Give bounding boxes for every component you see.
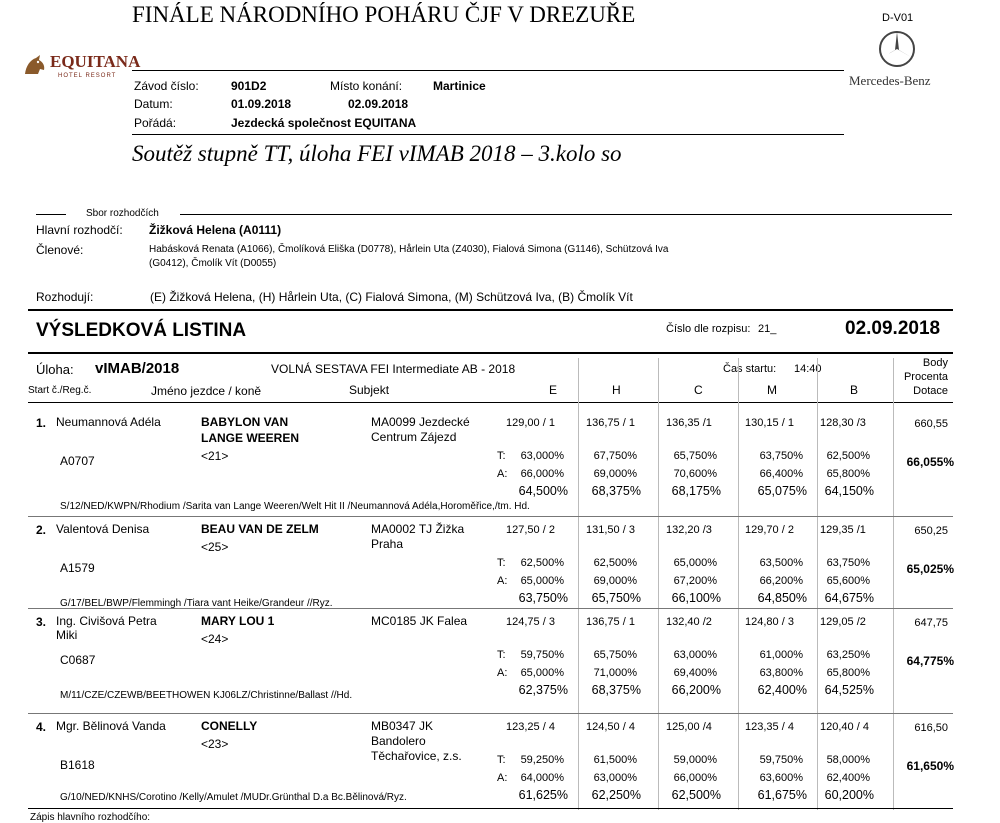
- datum-label: Datum:: [134, 97, 173, 111]
- subject: MB0347 JK: [371, 719, 434, 733]
- rider-name: Valentová Denisa: [56, 522, 150, 536]
- logo-text: EQUITANA: [50, 52, 141, 71]
- judge-total-pct: 65,750%: [591, 591, 641, 605]
- total-points: 616,50: [914, 722, 948, 734]
- results-title: VÝSLEDKOVÁ LISTINA: [36, 320, 247, 341]
- total-percentage: 64,775%: [906, 654, 954, 668]
- registration-number: A1579: [60, 561, 95, 575]
- start-number: <24>: [201, 632, 229, 646]
- judge-total-pct: 66,100%: [671, 591, 721, 605]
- horse-head-icon: [22, 54, 48, 78]
- judge-a-pct: 62,400%: [826, 772, 870, 784]
- judge-t-pct: 63,750%: [826, 557, 870, 569]
- test-name: VOLNÁ SESTAVA FEI Intermediate AB - 2018: [271, 362, 516, 376]
- mercedes-logo: [870, 29, 918, 67]
- members-label: Členové:: [36, 243, 84, 257]
- zavod-label: Závod číslo:: [134, 79, 199, 93]
- registration-number: A0707: [60, 454, 95, 468]
- judge-t-pct: 63,000%: [673, 649, 717, 661]
- judge-total-pct: 65,075%: [757, 484, 807, 498]
- judge-score: 123,35 / 4: [745, 721, 794, 733]
- judge-t-pct: 59,750%: [520, 649, 564, 661]
- start-number: <23>: [201, 737, 229, 751]
- judge-total-pct: 61,675%: [757, 788, 807, 802]
- judge-a-pct: 69,000%: [593, 468, 637, 480]
- rider-name: Mgr. Bělinová Vanda: [56, 719, 166, 733]
- judge-score: 136,35 /1: [666, 417, 712, 429]
- signature-label: Zápis hlavního rozhodčího:: [30, 812, 151, 823]
- col-start-reg: Start č./Reg.č.: [28, 385, 92, 396]
- a-label: A:: [497, 575, 508, 587]
- horse-name: BABYLON VAN: [201, 415, 289, 429]
- judge-score: 128,30 /3: [820, 417, 866, 429]
- judge-score: 129,70 / 2: [745, 524, 794, 536]
- registration-number: B1618: [60, 758, 95, 772]
- rank: 3.: [36, 615, 47, 629]
- judge-a-pct: 63,000%: [593, 772, 637, 784]
- judge-score: 129,35 /1: [820, 524, 866, 536]
- jury-line-right: [180, 214, 952, 215]
- judge-t-pct: 61,500%: [593, 754, 637, 766]
- judge-total-pct: 68,375%: [591, 484, 641, 498]
- chief-judge-value: Žižková Helena (A0111): [149, 223, 282, 237]
- judge-total-pct: 64,675%: [824, 591, 874, 605]
- pedigree: G/10/NED/KNHS/Corotino /Kelly/Amulet /MUDr.Grünthal D.a Bc.Bělinová/Ryz.: [60, 792, 407, 803]
- a-label: A:: [497, 468, 508, 480]
- row-separator: [28, 713, 953, 714]
- judge-score: 132,40 /2: [666, 616, 712, 628]
- judge-score: 129,00 / 1: [506, 417, 555, 429]
- judge-total-pct: 63,750%: [518, 591, 568, 605]
- table-bottom: [28, 808, 953, 809]
- judge-score: 136,75 / 1: [586, 417, 635, 429]
- judge-total-pct: 62,375%: [518, 683, 568, 697]
- judge-score: 124,75 / 3: [506, 616, 555, 628]
- judge-t-pct: 63,250%: [826, 649, 870, 661]
- judge-t-pct: 63,000%: [520, 450, 564, 462]
- judge-t-pct: 65,000%: [673, 557, 717, 569]
- judge-score: 127,50 / 2: [506, 524, 555, 536]
- judging-label: Rozhodují:: [36, 290, 94, 304]
- judge-t-pct: 59,250%: [520, 754, 564, 766]
- results-header-bottom: [28, 402, 953, 403]
- judge-t-pct: 67,750%: [593, 450, 637, 462]
- judge-a-pct: 64,000%: [520, 772, 564, 784]
- judge-score: 132,20 /3: [666, 524, 712, 536]
- judge-a-pct: 65,000%: [520, 667, 564, 679]
- uloha-value: vIMAB/2018: [95, 360, 180, 377]
- judge-total-pct: 64,500%: [518, 484, 568, 498]
- misto-value: Martinice: [433, 79, 486, 93]
- results-divider: [28, 309, 953, 311]
- subject: MA0099 Jezdecké: [371, 415, 470, 429]
- judge-a-pct: 70,600%: [673, 468, 717, 480]
- header-divider-bottom: [132, 134, 844, 135]
- rank: 2.: [36, 523, 47, 537]
- judge-a-pct: 67,200%: [673, 575, 717, 587]
- horse-name: BEAU VAN DE ZELM: [201, 522, 319, 536]
- uloha-label: Úloha:: [36, 362, 74, 377]
- judge-score: 129,05 /2: [820, 616, 866, 628]
- judge-a-pct: 69,400%: [673, 667, 717, 679]
- judge-score: 120,40 / 4: [820, 721, 869, 733]
- judge-score: 131,50 / 3: [586, 524, 635, 536]
- judge-total-pct: 62,500%: [671, 788, 721, 802]
- misto-label: Místo konání:: [330, 79, 403, 93]
- logo-subtext: HOTEL RESORT: [58, 73, 117, 79]
- poradatel-label: Pořádá:: [134, 116, 177, 130]
- results-header-top: [28, 352, 953, 354]
- subject-line2: Praha: [371, 537, 404, 551]
- a-label: A:: [497, 772, 508, 784]
- judge-t-pct: 59,000%: [673, 754, 717, 766]
- judge-t-pct: 65,750%: [673, 450, 717, 462]
- judge-total-pct: 64,850%: [757, 591, 807, 605]
- col-judge-e: E: [549, 383, 558, 397]
- registration-number: C0687: [60, 653, 96, 667]
- zavod-value: 901D2: [231, 79, 267, 93]
- judge-a-pct: 65,800%: [826, 667, 870, 679]
- col-judge-m: M: [767, 383, 777, 397]
- judge-total-pct: 68,175%: [671, 484, 721, 498]
- chief-judge-label: Hlavní rozhodčí:: [36, 223, 123, 237]
- rozpis-value: 21_: [758, 323, 777, 335]
- judge-t-pct: 58,000%: [826, 754, 870, 766]
- datum-to: 02.09.2018: [348, 97, 409, 111]
- judge-t-pct: 61,000%: [759, 649, 803, 661]
- pedigree: G/17/BEL/BWP/Flemmingh /Tiara vant Heike/Grandeur //Ryz.: [60, 598, 333, 609]
- col-judge-h: H: [612, 383, 621, 397]
- total-points: 647,75: [914, 617, 948, 629]
- judge-score: 130,15 / 1: [745, 417, 794, 429]
- rider-name-line2: Miki: [56, 628, 78, 642]
- judge-score: 124,80 / 3: [745, 616, 794, 628]
- judge-score: 136,75 / 1: [586, 616, 635, 628]
- judge-t-pct: 59,750%: [759, 754, 803, 766]
- judge-total-pct: 62,400%: [757, 683, 807, 697]
- equitana-logo: [22, 52, 141, 86]
- t-label: T:: [497, 557, 506, 569]
- judge-score: 123,25 / 4: [506, 721, 555, 733]
- judge-a-pct: 66,400%: [759, 468, 803, 480]
- subject-line2: Bandolero: [371, 734, 426, 748]
- mercedes-star-icon: [877, 29, 917, 69]
- t-label: T:: [497, 450, 506, 462]
- judge-a-pct: 63,600%: [759, 772, 803, 784]
- judge-a-pct: 66,200%: [759, 575, 803, 587]
- rider-name: Neumannová Adéla: [56, 415, 161, 429]
- a-label: A:: [497, 667, 508, 679]
- col-sep-3: [738, 358, 739, 810]
- rank: 4.: [36, 720, 47, 734]
- rozpis-label: Číslo dle rozpisu:: [666, 323, 751, 335]
- col-dotace: Dotace: [913, 385, 948, 397]
- judging-value: (E) Žižková Helena, (H) Hårlein Uta, (C) Fialová Simona, (M) Schützová Iva, (B) Čmolík Vít: [150, 290, 633, 304]
- horse-name: CONELLY: [201, 719, 258, 733]
- pedigree: S/12/NED/KWPN/Rhodium /Sarita van Lange Weeren/Welt Hit II /Neumannová Adéla,Horoměřice,/tm. Hd.: [60, 501, 530, 512]
- header-divider-top: [132, 70, 844, 71]
- col-subject: Subjekt: [349, 383, 390, 397]
- judge-t-pct: 62,500%: [520, 557, 564, 569]
- col-body: Body: [922, 357, 948, 369]
- col-procenta: Procenta: [903, 371, 948, 383]
- total-percentage: 66,055%: [906, 455, 954, 469]
- doc-code: D-V01: [882, 12, 914, 24]
- jury-line-left: [36, 214, 66, 215]
- judge-a-pct: 63,800%: [759, 667, 803, 679]
- rank: 1.: [36, 416, 47, 430]
- judge-total-pct: 61,625%: [518, 788, 568, 802]
- judge-a-pct: 66,000%: [673, 772, 717, 784]
- total-points: 650,25: [914, 525, 948, 537]
- horse-name: MARY LOU 1: [201, 614, 275, 628]
- total-points: 660,55: [914, 418, 948, 430]
- col-judge-c: C: [694, 383, 703, 397]
- col-judge-b: B: [850, 383, 859, 397]
- members-line2: (G0412), Čmolík Vít (D0055): [149, 258, 277, 269]
- judge-total-pct: 60,200%: [824, 788, 874, 802]
- judge-t-pct: 62,500%: [826, 450, 870, 462]
- start-number: <25>: [201, 540, 229, 554]
- judge-t-pct: 63,500%: [759, 557, 803, 569]
- rider-name: Ing. Civišová Petra: [56, 614, 157, 628]
- subject-line3: Těchařovice, z.s.: [371, 749, 462, 763]
- col-name: Jméno jezdce / koně: [151, 384, 262, 398]
- jury-section-label: Sbor rozhodčích: [86, 208, 159, 219]
- row-separator: [28, 516, 953, 517]
- judge-total-pct: 66,200%: [671, 683, 721, 697]
- start-time-value: 14:40: [794, 363, 822, 375]
- subject-line2: Centrum Zájezd: [371, 430, 457, 444]
- poradatel-value: Jezdecká společnost EQUITANA: [231, 116, 417, 130]
- sponsor-name: Mercedes-Benz: [849, 73, 931, 88]
- subject: MA0002 TJ Žižka: [371, 522, 465, 536]
- judge-score: 124,50 / 4: [586, 721, 635, 733]
- start-number: <21>: [201, 449, 229, 463]
- judge-t-pct: 62,500%: [593, 557, 637, 569]
- members-line1: Habásková Renata (A1066), Čmolíková Eliška (D0778), Hårlein Uta (Z4030), Fialová Simona (G1146), Schützová Iva: [149, 244, 669, 255]
- start-time-label: Čas startu:: [723, 363, 777, 375]
- page-title: FINÁLE NÁRODNÍHO POHÁRU ČJF V DREZUŘE: [132, 2, 636, 27]
- judge-total-pct: 62,250%: [591, 788, 641, 802]
- subject: MC0185 JK Falea: [371, 614, 468, 628]
- t-label: T:: [497, 754, 506, 766]
- total-percentage: 61,650%: [906, 759, 954, 773]
- judge-total-pct: 68,375%: [591, 683, 641, 697]
- judge-a-pct: 65,600%: [826, 575, 870, 587]
- t-label: T:: [497, 649, 506, 661]
- judge-total-pct: 64,525%: [824, 683, 874, 697]
- judge-score: 125,00 /4: [666, 721, 712, 733]
- judge-a-pct: 71,000%: [593, 667, 637, 679]
- pedigree: M/11/CZE/CZEWB/BEETHOWEN KJ06LZ/Christinne/Ballast //Hd.: [60, 690, 353, 701]
- total-percentage: 65,025%: [906, 562, 954, 576]
- judge-a-pct: 65,800%: [826, 468, 870, 480]
- horse-name-line2: LANGE WEEREN: [201, 431, 300, 445]
- row-separator: [28, 608, 953, 609]
- competition-title: Soutěž stupně TT, úloha FEI vIMAB 2018 – 3.kolo so: [132, 141, 622, 166]
- judge-total-pct: 64,150%: [824, 484, 874, 498]
- judge-a-pct: 69,000%: [593, 575, 637, 587]
- results-date: 02.09.2018: [845, 318, 941, 339]
- judge-t-pct: 65,750%: [593, 649, 637, 661]
- datum-from: 01.09.2018: [231, 97, 292, 111]
- judge-a-pct: 66,000%: [520, 468, 564, 480]
- judge-a-pct: 65,000%: [520, 575, 564, 587]
- judge-t-pct: 63,750%: [759, 450, 803, 462]
